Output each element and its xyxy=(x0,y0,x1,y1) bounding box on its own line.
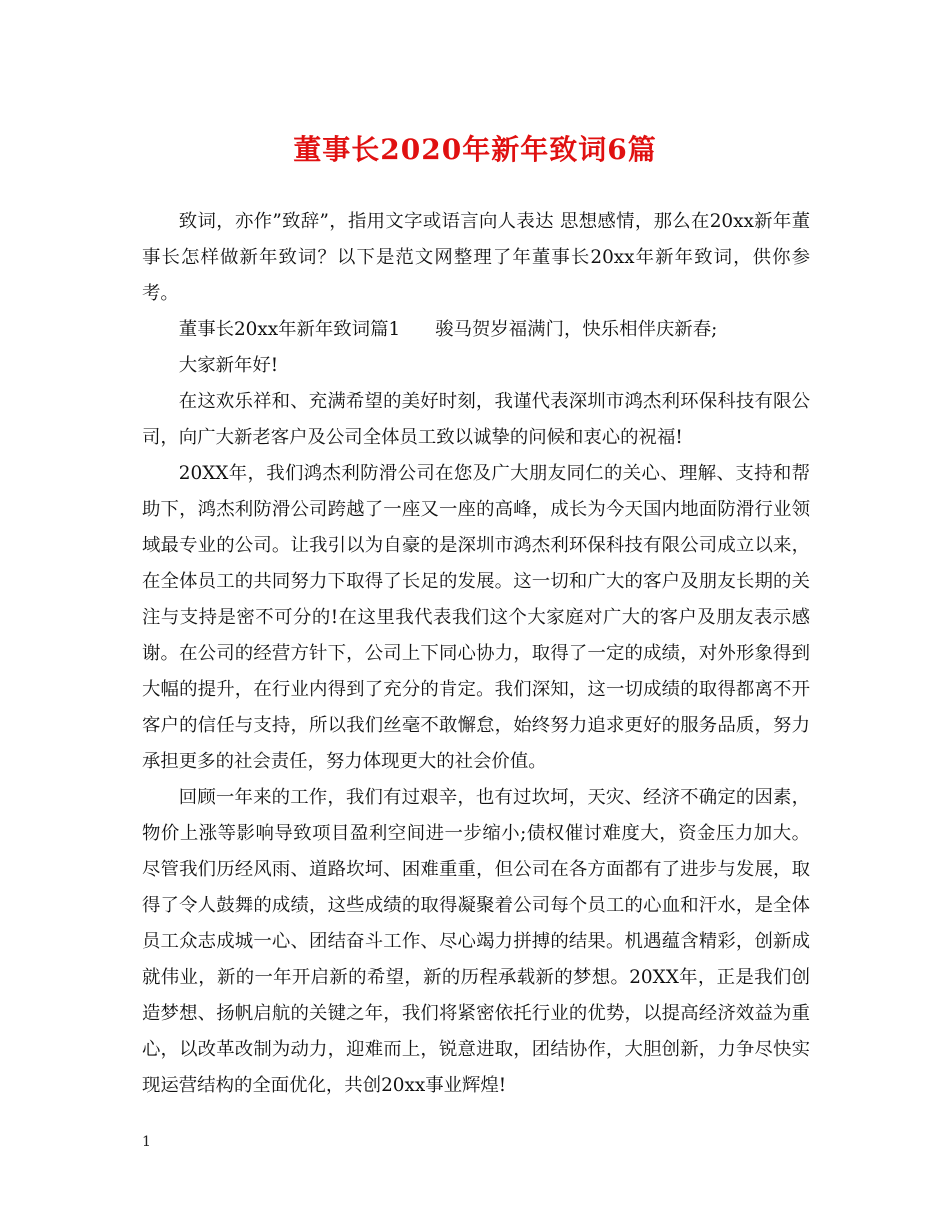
page-number: 1 xyxy=(142,1134,151,1150)
paragraph-section-heading: 董事长20xx年新年致词篇1 骏马贺岁福满门，快乐相伴庆新春; xyxy=(178,319,718,340)
paragraph-blessing: 在这欢乐祥和、充满希望的美好时刻，我谨代表深圳市鸿杰利环保科技有限公司，向广大新老客户及公司全体员工致以诚挚的问候和衷心的祝福! xyxy=(142,391,810,448)
document-body xyxy=(142,204,810,1104)
paragraph-achievements: 20XX年，我们鸿杰利防滑公司在您及广大朋友同仁的关心、理解、支持和帮助下，鸿杰利防滑公司跨越了一座又一座的高峰，成长为今天国内地面防滑行业领域最专业的公司。让我引以为自豪的是深圳市鸿杰利环保科技有限公司成立以来，在全体员工的共同努力下取得了长足的发展。这一切和广大的客户及朋友长期的关注与支持是密不可分的!在这里我代表我们这个大家庭对广大的客户及朋友表示感谢。在公司的经营方针下，公司上下同心协力，取得了一定的成绩，对外形象得到大幅的提升，在行业内得到了充分的肯定。我们深知，这一切成绩的取得都离不开客户的信任与支持，所以我们丝毫不敢懈怠，始终努力追求更好的服务品质，努力承担更多的社会责任，努力体现更大的社会价值。 xyxy=(142,463,810,772)
paragraph-greeting: 大家新年好! xyxy=(178,355,279,376)
paragraph-intro: 致词，亦作”致辞”，指用文字或语言向人表达 思想感情，那么在20xx新年董事长怎样做新年致词？以下是范文网整理了年董事长20xx年新年致词，供你参考。 xyxy=(142,211,810,304)
paragraph-review: 回顾一年来的工作，我们有过艰辛，也有过坎坷，天灾、经济不确定的因素，物价上涨等影响导致项目盈利空间进一步缩小;债权催讨难度大，资金压力加大。尽管我们历经风雨、道路坎坷、困难重重，但公司在各方面都有了进步与发展，取得了令人鼓舞的成绩，这些成绩的取得凝聚着公司每个员工的心血和汗水，是全体员工众志成城一心、团结奋斗工作、尽心竭力拼搏的结果。机遇蕴含精彩，创新成就伟业，新的一年开启新的希望，新的历程承载新的梦想。20XX年，正是我们创造梦想、扬帆启航的关键之年，我们将紧密依托行业的优势，以提高经济效益为重心，以改革改制为动力，迎难而上，锐意进取，团结协作，大胆创新，力争尽快实现运营结构的全面优化，共创20xx事业辉煌! xyxy=(142,787,810,1096)
document-title: 董事长2020年新年致词6篇 xyxy=(293,133,657,166)
